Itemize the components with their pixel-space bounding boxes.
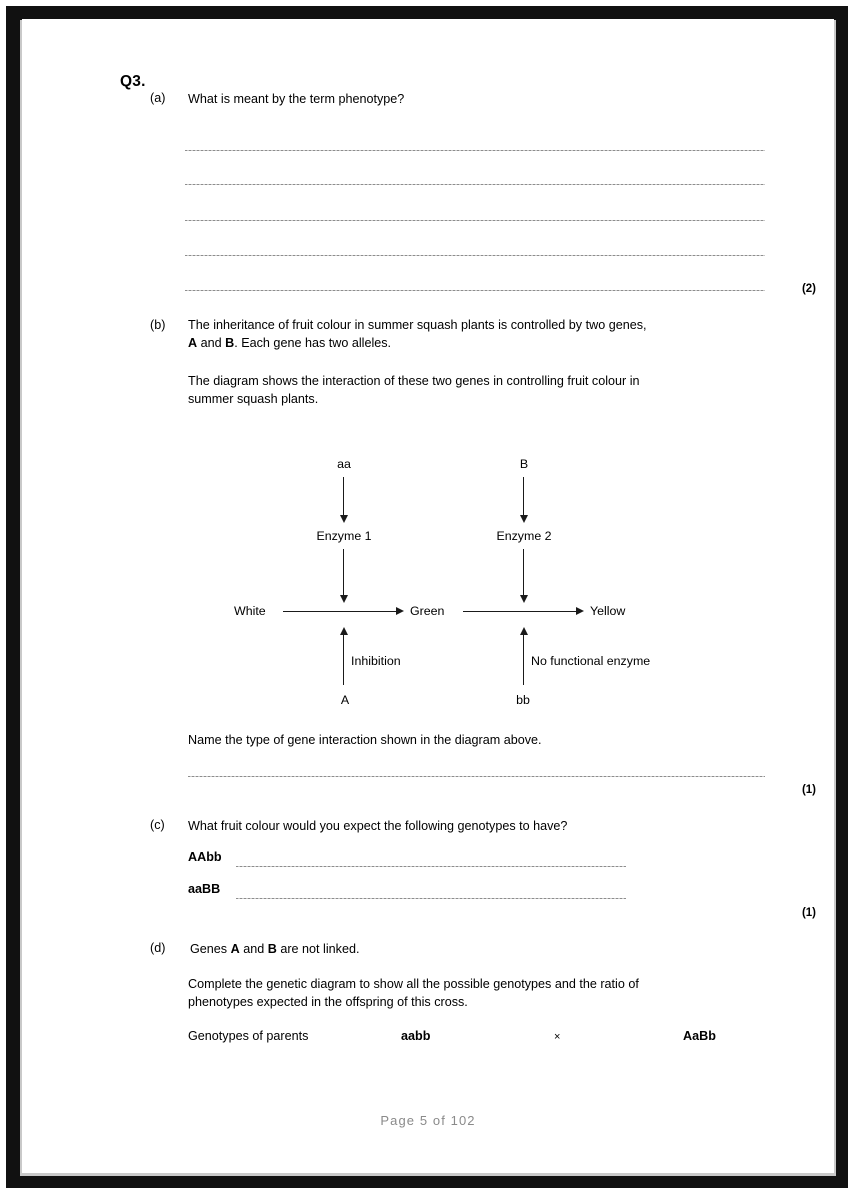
part-b-gene-b: B [225,335,235,350]
part-b-para1-tail: . Each gene has two alleles. [234,335,392,350]
diagram-node-white: White [234,604,266,618]
diagram-node-B: B [519,457,529,471]
cross-operator-icon: × [554,1031,561,1043]
diagram-arrowhead-A-to-pathway [340,627,348,635]
part-a-answer-line[interactable] [185,150,765,151]
part-d-line-1 [190,941,359,959]
diagram-node-enzyme-1: Enzyme 1 [316,529,372,543]
part-b-paragraph-2 [188,373,768,408]
diagram-arrow-shaft-B-to-enzyme2 [523,477,524,517]
diagram-arrowhead-enzyme1-to-pathway [340,595,348,603]
diagram-arrow-shaft-bb-to-pathway [523,635,524,685]
part-d-para-line1: Complete the genetic diagram to show all the possible genotypes and the ratio of [188,977,639,991]
part-b-marks: (1) [801,784,816,796]
part-b-para2-line2: summer squash plants. [188,391,319,406]
diagram-arrow-shaft-aa-to-enzyme1 [343,477,344,517]
part-b-label: (b) [150,318,166,332]
diagram-arrow-shaft-enzyme1-to-pathway [343,549,344,597]
part-b-answer-line[interactable] [188,776,765,777]
part-a-answer-line[interactable] [185,255,765,256]
diagram-note-inhibition: Inhibition [351,654,401,668]
cross-parent-1-genotype: aabb [401,1029,431,1043]
part-d-para-line2: phenotypes expected in the offspring of this cross. [188,994,468,1009]
question-number: Q3. [120,73,146,90]
part-d-line1-mid: and [239,942,268,956]
diagram-node-green: Green [410,604,445,618]
diagram-arrowhead-bb-to-pathway [520,627,528,635]
diagram-arrowhead-green-to-yellow [576,607,584,615]
part-c-genotype-aaBB-label: aaBB [188,882,221,896]
part-c-marks: (1) [801,907,816,919]
diagram-arrow-shaft-green-to-yellow [463,611,578,612]
part-a-marks: (2) [801,283,816,295]
gene-interaction-diagram [22,449,834,719]
part-c-label: (c) [150,818,165,832]
diagram-arrow-shaft-A-to-pathway [343,635,344,685]
page-footer: Page 5 of 102 [380,1113,476,1128]
diagram-node-aa: aa [337,457,351,471]
part-a-label: (a) [150,91,166,105]
part-c-answer-line-1[interactable] [236,866,626,867]
part-a-answer-line[interactable] [185,184,765,185]
part-d-gene-a: A [230,942,240,956]
cross-row-label: Genotypes of parents [188,1029,309,1043]
part-d-line1-pre: Genes [190,942,231,956]
part-a-answer-line[interactable] [185,290,765,291]
part-c-genotype-aabb-label: AAbb [188,850,222,864]
diagram-arrow-shaft-enzyme2-to-pathway [523,549,524,597]
part-c-prompt: What fruit colour would you expect the following genotypes to have? [188,819,568,833]
part-b-para1-conj: and [197,335,226,350]
part-b-para1-line1: The inheritance of fruit colour in summer squash plants is controlled by two genes, [188,318,647,332]
part-d-line1-post: are not linked. [276,942,360,956]
diagram-arrowhead-aa-to-enzyme1 [340,515,348,523]
diagram-arrowhead-B-to-enzyme2 [520,515,528,523]
diagram-node-yellow: Yellow [590,604,626,618]
cross-parent-2-genotype: AaBb [683,1029,716,1043]
part-a-prompt: What is meant by the term phenotype? [188,92,405,106]
part-d-label: (d) [150,941,166,955]
diagram-arrow-shaft-white-to-green [283,611,398,612]
exam-paper-sheet [22,19,834,1173]
diagram-node-enzyme-2: Enzyme 2 [496,529,552,543]
part-d-paragraph [188,976,768,1011]
part-c-answer-line-2[interactable] [236,898,626,899]
diagram-arrowhead-enzyme2-to-pathway [520,595,528,603]
diagram-node-bb: bb [516,693,530,707]
diagram-note-no-functional-enzyme: No functional enzyme [531,654,651,668]
diagram-arrowhead-white-to-green [396,607,404,615]
part-b-gene-a: A [188,335,198,350]
part-a-answer-line[interactable] [185,220,765,221]
part-b-question: Name the type of gene interaction shown in the diagram above. [188,733,542,747]
diagram-node-A: A [340,693,350,707]
part-d-gene-b: B [267,942,277,956]
part-b-paragraph-1 [188,317,768,352]
part-b-para2-line1: The diagram shows the interaction of these two genes in controlling fruit colour in [188,374,640,388]
